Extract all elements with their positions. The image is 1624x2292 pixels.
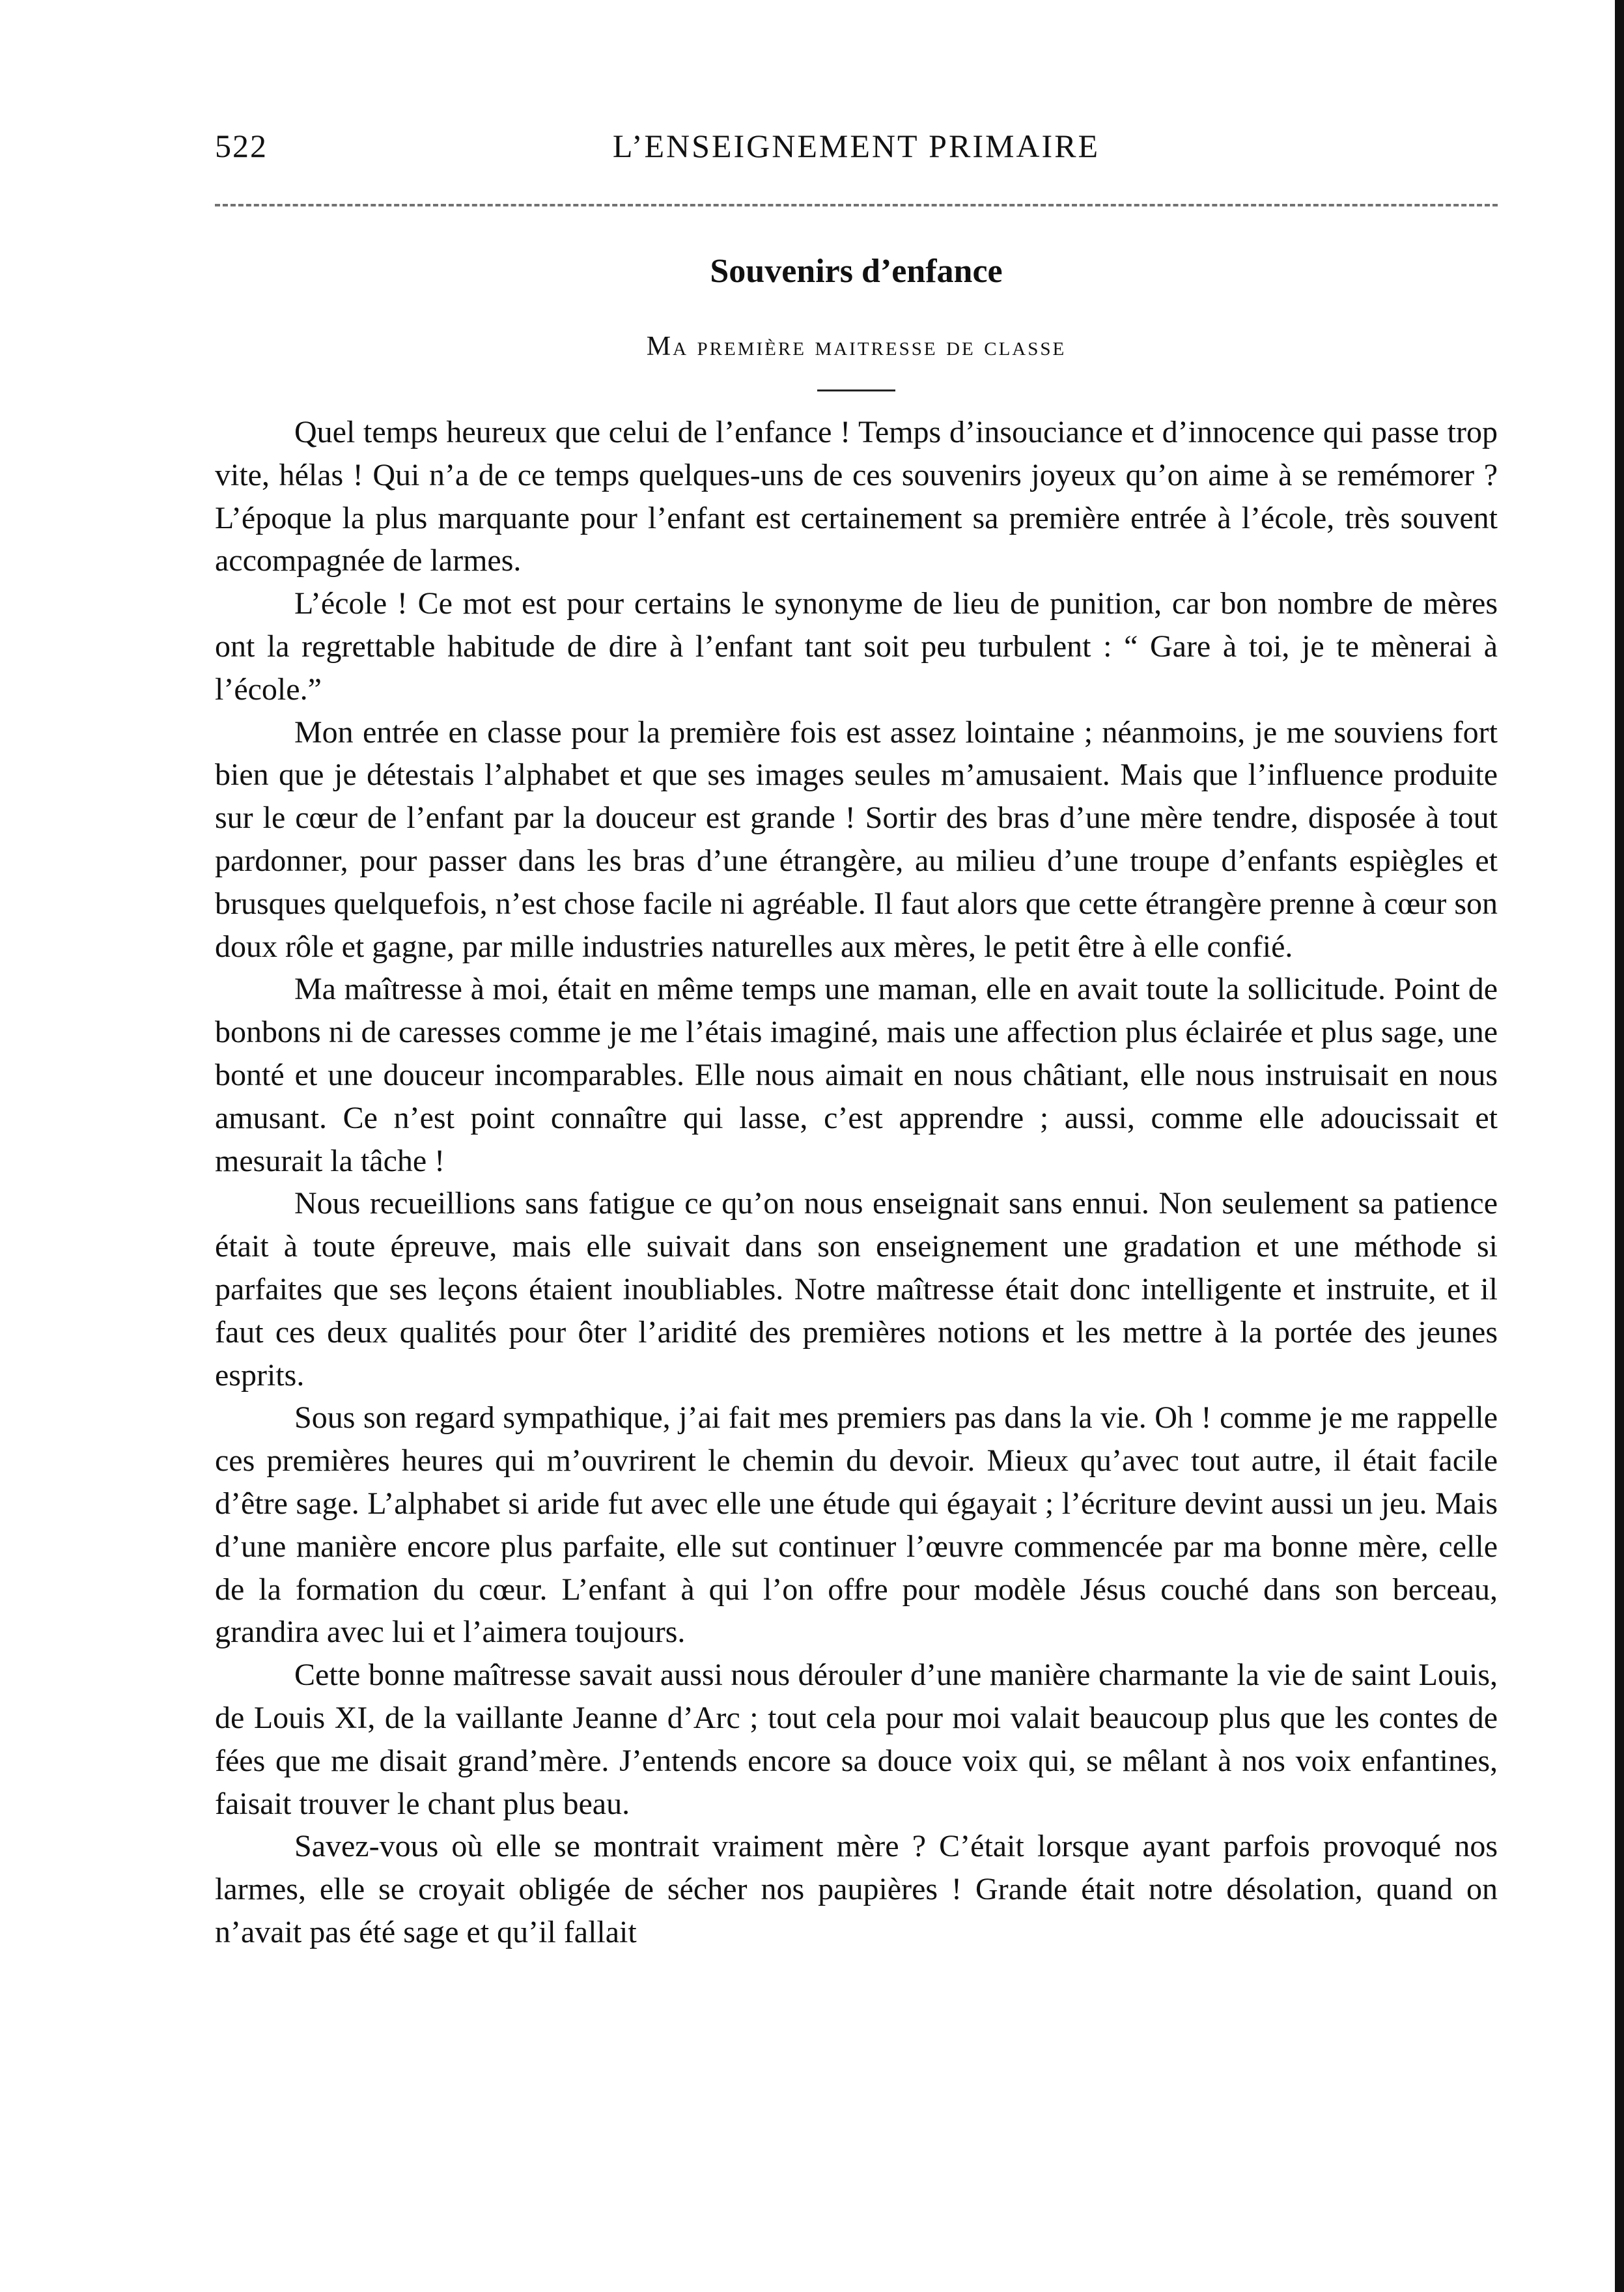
book-page xyxy=(215,127,1498,1954)
page-number: 522 xyxy=(215,128,268,164)
paragraph: Mon entrée en classe pour la première fois est assez lointaine ; néanmoins, je me souviens fort bien que je détestais l’alphabet et que ses images seules m’amusaient. Mais que l’influence produite sur le cœur de l’enfant par la douceur est grande ! Sortir des bras d’une mère tendre, disposée à tout pardonner, pour passer dans les bras d’une étrangère, au milieu d’une troupe d’enfants espiègles et brusques quelquefois, n’est chose facile ni agréable. Il faut alors que cette étrangère prenne à cœur son doux rôle et gagne, par mille industries naturelles aux mères, le petit être à elle confié. xyxy=(215,714,1498,964)
paragraph: Nous recueillions sans fatigue ce qu’on nous enseignait sans ennui. Non seulement sa patience était à toute épreuve, mais elle suivait dans son enseignement une gradation et une méthode si parfaites que ses leçons étaient inoubliables. Notre maîtresse était donc intelligente et instruite, et il faut ces deux qualités pour ôter l’aridité des premières notions et les mettre à la portée des jeunes esprits. xyxy=(215,1186,1498,1393)
header-rule xyxy=(215,204,1498,206)
title-separator-rule xyxy=(817,389,895,391)
article-body xyxy=(215,411,1498,1954)
paragraph: Cette bonne maîtresse savait aussi nous dérouler d’une manière charmante la vie de saint Louis, de Louis XI, de la vaillante Jeanne d’Arc ; tout cela pour moi valait beaucoup plus que les contes de fées que me disait grand’mère. J’entends encore sa douce voix qui, se mêlant à nos voix enfantines, faisait trouver le chant plus beau. xyxy=(215,1658,1498,1821)
paragraph: Savez-vous où elle se montrait vraiment mère ? C’était lorsque ayant parfois provoqué nos larmes, elle se croyait obligée de sécher nos paupières ! Grande était notre désolation, quand on n’avait pas été sage et qu’il fallait xyxy=(215,1829,1498,1949)
running-header xyxy=(215,127,1498,173)
paragraph: Quel temps heureux que celui de l’enfance ! Temps d’insouciance et d’innocence qui passe trop vite, hélas ! Qui n’a de ce temps quelques-uns de ces souvenirs joyeux qu’on aime à se remémorer ? L’époque la plus marquante pour l’enfant est certainement sa première entrée à l’école, très souvent accompagnée de larmes. xyxy=(215,415,1498,578)
paragraph: Sous son regard sympathique, j’ai fait mes premiers pas dans la vie. Oh ! comme je me rappelle ces premières heures qui m’ouvrirent le chemin du devoir. Mieux qu’avec tout autre, il était facile d’être sage. L’alphabet si aride fut avec elle une étude qui égayait ; l’écriture devint aussi un jeu. Mais d’une manière encore plus parfaite, elle sut continuer l’œuvre commencée par ma bonne mère, celle de la formation du cœur. L’enfant à qui l’on offre pour modèle Jésus couché dans son berceau, grandira avec lui et l’aimera toujours. xyxy=(215,1400,1498,1650)
article-title: Souvenirs d’enfance xyxy=(710,253,1003,290)
paragraph: L’école ! Ce mot est pour certains le synonyme de lieu de punition, car bon nombre de mères ont la regrettable habitude de dire à l’enfant tant soit peu turbulent : “ Gare à toi, je te mènerai à l’école.” xyxy=(215,586,1498,707)
page-binding-edge xyxy=(1615,0,1624,2292)
article-subtitle: Ma première maitresse de classe xyxy=(646,332,1067,361)
running-title: L’ENSEIGNEMENT PRIMAIRE xyxy=(612,128,1100,164)
paragraph: Ma maîtresse à moi, était en même temps une maman, elle en avait toute la sollicitude. Point de bonbons ni de caresses comme je me l’étais imaginé, mais une affection plus éclairée et plus sage, une bonté et une douceur incomparables. Elle nous aimait en nous châtiant, elle nous instruisait en nous amusant. Ce n’est point connaître qui lasse, c’est apprendre ; aussi, comme elle adoucissait et mesurait la tâche ! xyxy=(215,972,1498,1178)
